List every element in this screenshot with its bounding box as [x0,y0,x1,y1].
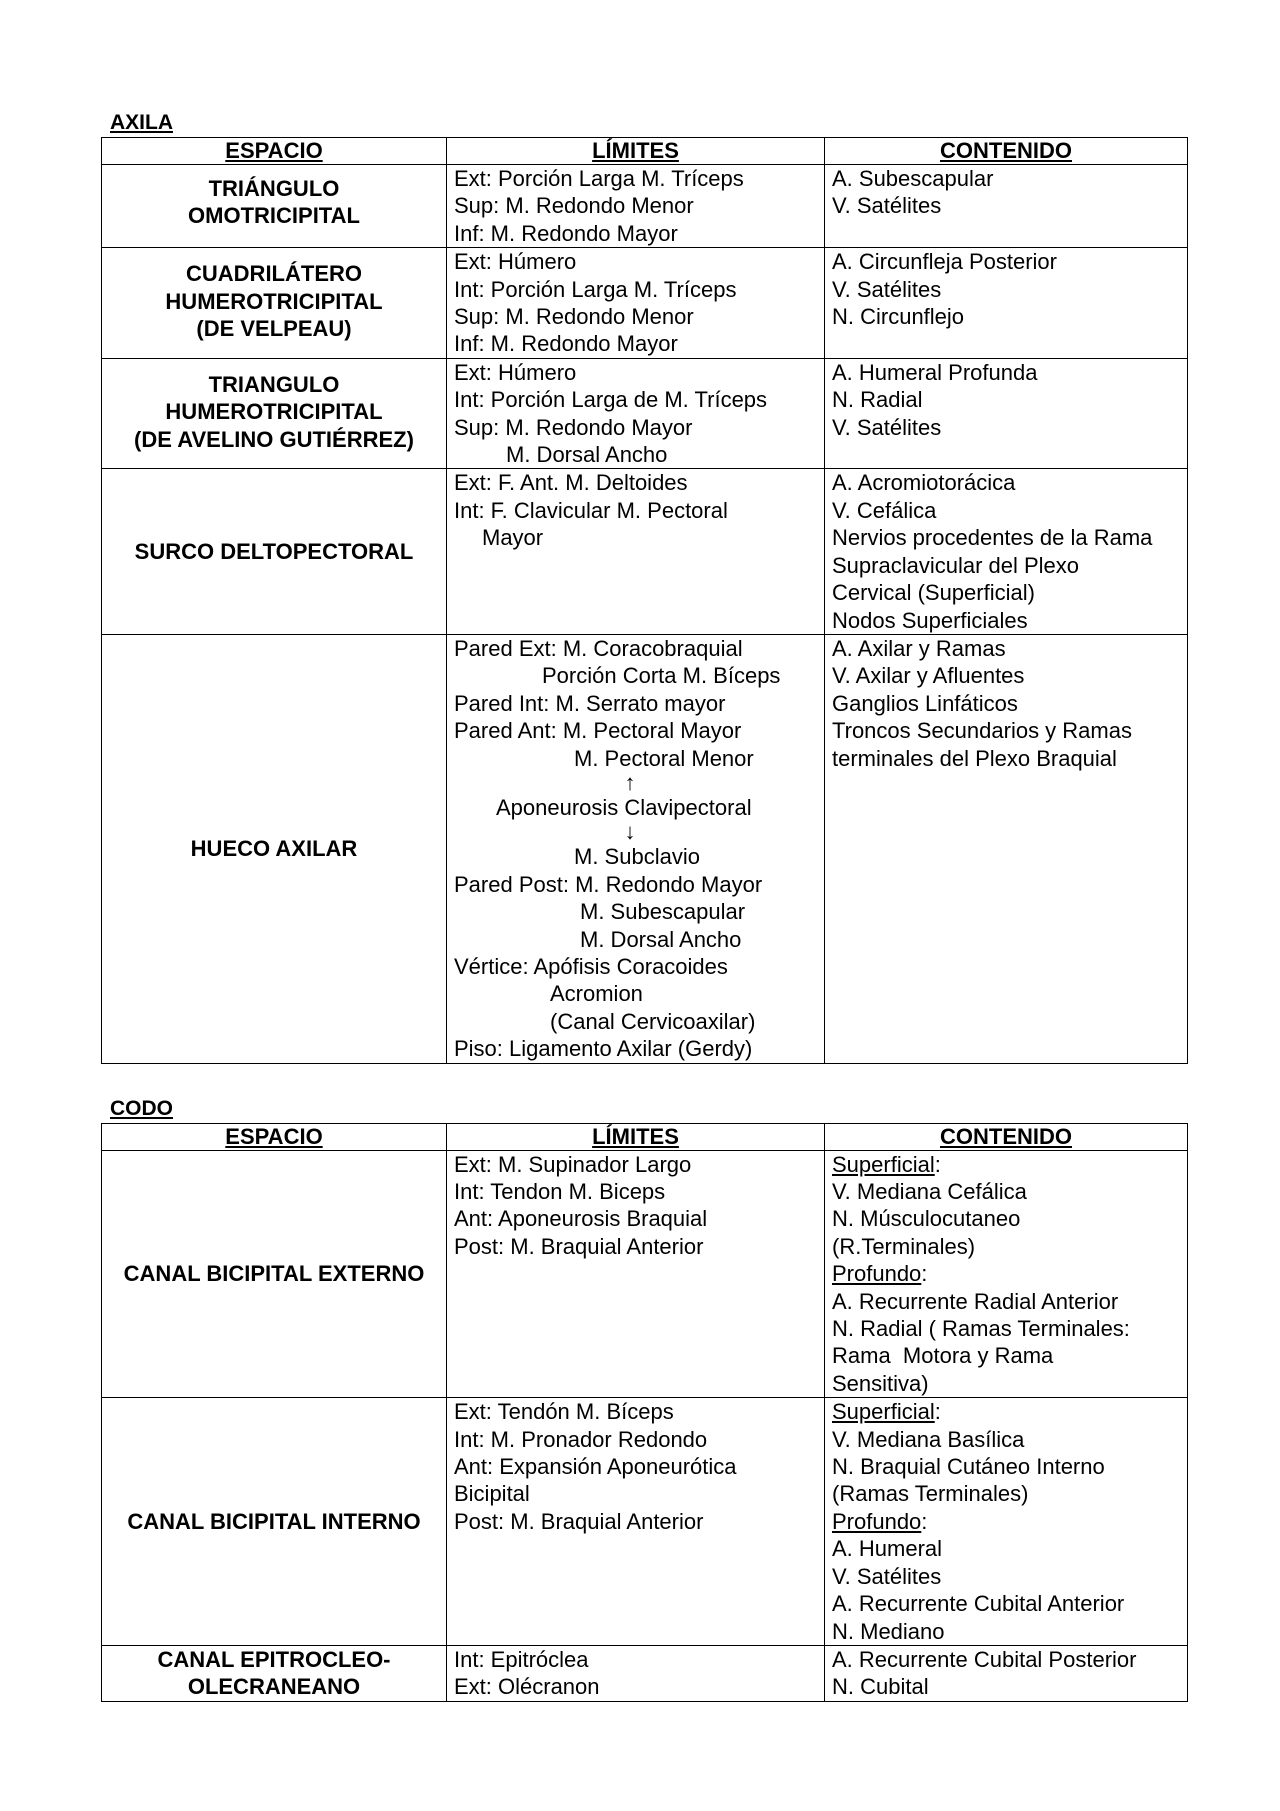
limites-cell [447,634,825,1063]
contenido-cell [825,358,1188,469]
table-row [102,1150,1188,1398]
limites-line: Int: Tendon M. Biceps [454,1179,666,1204]
contenido-line: N. Cubital [832,1674,929,1700]
limites-line: Int: Epitróclea [454,1646,589,1672]
limites-line: M. Subescapular [580,899,746,925]
contenido-cell [825,1645,1188,1701]
espacio-line: HUMEROTRICIPITAL [165,399,383,425]
limites-line: Int: Porción Larga de M. Tríceps [454,387,768,413]
table-row [102,1645,1188,1701]
contenido-line: N. Radial ( Ramas Terminales: [832,1316,1130,1342]
table-header-row [102,1123,1188,1150]
limites-line: Pared Ant: M. Pectoral Mayor [454,718,742,744]
limites-cell [447,165,825,248]
down-arrow-icon: ↓ [624,819,636,845]
contenido-line: Nodos Superficiales [832,607,1028,633]
contenido-line: A. Recurrente Cubital Anterior [832,1591,1125,1617]
limites-line: Aponeurosis Clavipectoral [496,794,752,820]
section-title-codo: CODO [110,1096,173,1120]
contenido-line [832,1260,1181,1287]
limites-line: Ext: Porción Larga M. Tríceps [454,166,744,191]
contenido-line: A. Humeral Profunda [832,359,1038,385]
espacio-line: TRIÁNGULO [208,176,340,201]
header-espacio: ESPACIO [102,138,447,165]
table-row [102,165,1188,248]
contenido-line: N. Mediano [832,1618,945,1644]
contenido-line: N. Músculocutaneo [832,1206,1021,1232]
limites-line: M. Dorsal Ancho [506,442,668,468]
axila-table [101,137,1188,1064]
espacio-line: CANAL BICIPITAL INTERNO [127,1508,421,1534]
contenido-cell [825,165,1188,248]
espacio-line: HUMEROTRICIPITAL [165,288,383,314]
subheading-profundo: Profundo [832,1508,922,1534]
limites-line: M. Pectoral Menor [574,745,754,771]
colon: : [934,1151,941,1177]
espacio-line: CANAL BICIPITAL EXTERNO [123,1261,425,1287]
contenido-line: A. Acromiotorácica [832,470,1016,496]
contenido-line: A. Recurrente Cubital Posterior [832,1646,1137,1672]
contenido-cell [825,634,1188,1063]
limites-line: Int: Porción Larga M. Tríceps [454,276,737,302]
limites-line: Ext: Tendón M. Bíceps [454,1399,674,1425]
contenido-line: V. Axilar y Afluentes [832,663,1025,689]
espacio-cell [102,248,447,359]
limites-line: Ext: M. Supinador Largo [454,1151,692,1177]
contenido-line: V. Satélites [832,1563,942,1589]
contenido-line: V. Cefálica [832,497,937,523]
contenido-line: V. Satélites [832,414,942,440]
espacio-cell [102,634,447,1063]
contenido-line: (Ramas Terminales) [832,1481,1029,1507]
limites-cell [447,248,825,359]
espacio-line: (DE VELPEAU) [196,316,352,342]
espacio-line: TRIANGULO [208,371,340,397]
contenido-line: V. Satélites [832,276,942,302]
limites-line: Vértice: Apófisis Coracoides [454,953,728,979]
contenido-line: Sensitiva) [832,1370,929,1396]
espacio-cell [102,165,447,248]
contenido-line: V. Mediana Basílica [832,1426,1025,1452]
contenido-line [832,1151,1181,1178]
limites-line: Piso: Ligamento Axilar (Gerdy) [454,1036,753,1062]
contenido-line: Ganglios Linfáticos [832,690,1018,716]
limites-cell [447,1398,825,1646]
espacio-cell [102,358,447,469]
contenido-line: Troncos Secundarios y Ramas [832,718,1132,744]
contenido-line: (R.Terminales) [832,1233,976,1259]
espacio-line: OMOTRICIPITAL [188,203,360,229]
limites-line: Sup: M. Redondo Mayor [454,414,693,440]
espacio-line: SURCO DELTOPECTORAL [134,538,414,564]
subheading-superficial: Superficial [832,1151,935,1177]
limites-line: M. Subclavio [574,844,700,870]
contenido-line: V. Satélites [832,193,942,219]
contenido-line: Cervical (Superficial) [832,580,1035,606]
header-espacio: ESPACIO [102,1123,447,1150]
limites-line: Post: M. Braquial Anterior [454,1233,704,1259]
limites-line: Ext: Húmero [454,249,577,275]
espacio-line: OLECRANEANO [187,1674,361,1700]
limites-line: Int: F. Clavicular M. Pectoral [454,497,728,523]
header-limites: LÍMITES [447,138,825,165]
limites-cell [447,469,825,634]
up-arrow-icon: ↑ [624,769,636,795]
table-row [102,1398,1188,1646]
contenido-line: Rama Motora y Rama [832,1343,1054,1369]
table-row [102,248,1188,359]
colon: : [921,1261,928,1287]
espacio-cell [102,1150,447,1398]
limites-line: Ext: F. Ant. M. Deltoides [454,470,688,496]
contenido-cell [825,248,1188,359]
limites-line: Acromion [550,981,643,1007]
contenido-line: N. Circunflejo [832,304,965,330]
limites-line: Pared Post: M. Redondo Mayor [454,871,763,897]
contenido-line: A. Subescapular [832,166,994,191]
limites-line: Sup: M. Redondo Menor [454,193,694,219]
colon: : [921,1508,928,1534]
espacio-line: CUADRILÁTERO [186,261,362,287]
limites-line: (Canal Cervicoaxilar) [550,1008,756,1034]
espacio-line: (DE AVELINO GUTIÉRREZ) [134,426,414,452]
limites-line: M. Dorsal Ancho [580,926,742,952]
espacio-cell [102,469,447,634]
limites-line: Int: M. Pronador Redondo [454,1426,708,1452]
limites-line: Ant: Aponeurosis Braquial [454,1206,708,1232]
espacio-cell [102,1645,447,1701]
limites-line: Pared Int: M. Serrato mayor [454,690,726,716]
limites-line: Ant: Expansión Aponeurótica [454,1454,737,1480]
contenido-line: N. Radial [832,387,923,413]
table-header-row [102,138,1188,165]
contenido-line: Nervios procedentes de la Rama [832,525,1153,551]
limites-line: Pared Ext: M. Coracobraquial [454,635,743,661]
limites-line: Ext: Olécranon [454,1674,600,1700]
document-page [101,110,1187,1702]
section-title-axila: AXILA [110,111,173,134]
contenido-line: A. Recurrente Radial Anterior [832,1288,1119,1314]
limites-cell [447,1150,825,1398]
espacio-line: CANAL EPITROCLEO- [157,1647,391,1672]
table-row [102,469,1188,634]
header-contenido: CONTENIDO [825,138,1188,165]
contenido-line: N. Braquial Cutáneo Interno [832,1454,1105,1480]
subheading-superficial: Superficial [832,1399,935,1425]
colon: : [934,1399,941,1425]
limites-line: Inf: M. Redondo Mayor [454,220,678,246]
contenido-line [832,1398,1181,1425]
header-contenido: CONTENIDO [825,1123,1188,1150]
contenido-line [832,1508,1181,1535]
contenido-line: A. Axilar y Ramas [832,635,1006,661]
limites-line: Bicipital [454,1481,530,1507]
limites-line: Ext: Húmero [454,359,577,385]
table-row [102,634,1188,1063]
contenido-line: V. Mediana Cefálica [832,1179,1027,1204]
contenido-cell [825,469,1188,634]
limites-line: Mayor [482,525,544,551]
contenido-line: A. Humeral [832,1536,943,1562]
codo-table [101,1123,1188,1702]
limites-line: Porción Corta M. Bíceps [542,663,781,689]
subheading-profundo: Profundo [832,1261,922,1287]
contenido-line: A. Circunfleja Posterior [832,249,1057,275]
table-row [102,358,1188,469]
espacio-cell [102,1398,447,1646]
espacio-line: HUECO AXILAR [190,836,358,862]
contenido-line: Supraclavicular del Plexo [832,552,1080,578]
contenido-cell [825,1398,1188,1646]
contenido-line: terminales del Plexo Braquial [832,745,1117,771]
limites-line: Sup: M. Redondo Menor [454,304,694,330]
limites-line: Post: M. Braquial Anterior [454,1508,704,1534]
limites-cell [447,1645,825,1701]
limites-cell [447,358,825,469]
contenido-cell [825,1150,1188,1398]
limites-line: Inf: M. Redondo Mayor [454,331,678,357]
header-limites: LÍMITES [447,1123,825,1150]
